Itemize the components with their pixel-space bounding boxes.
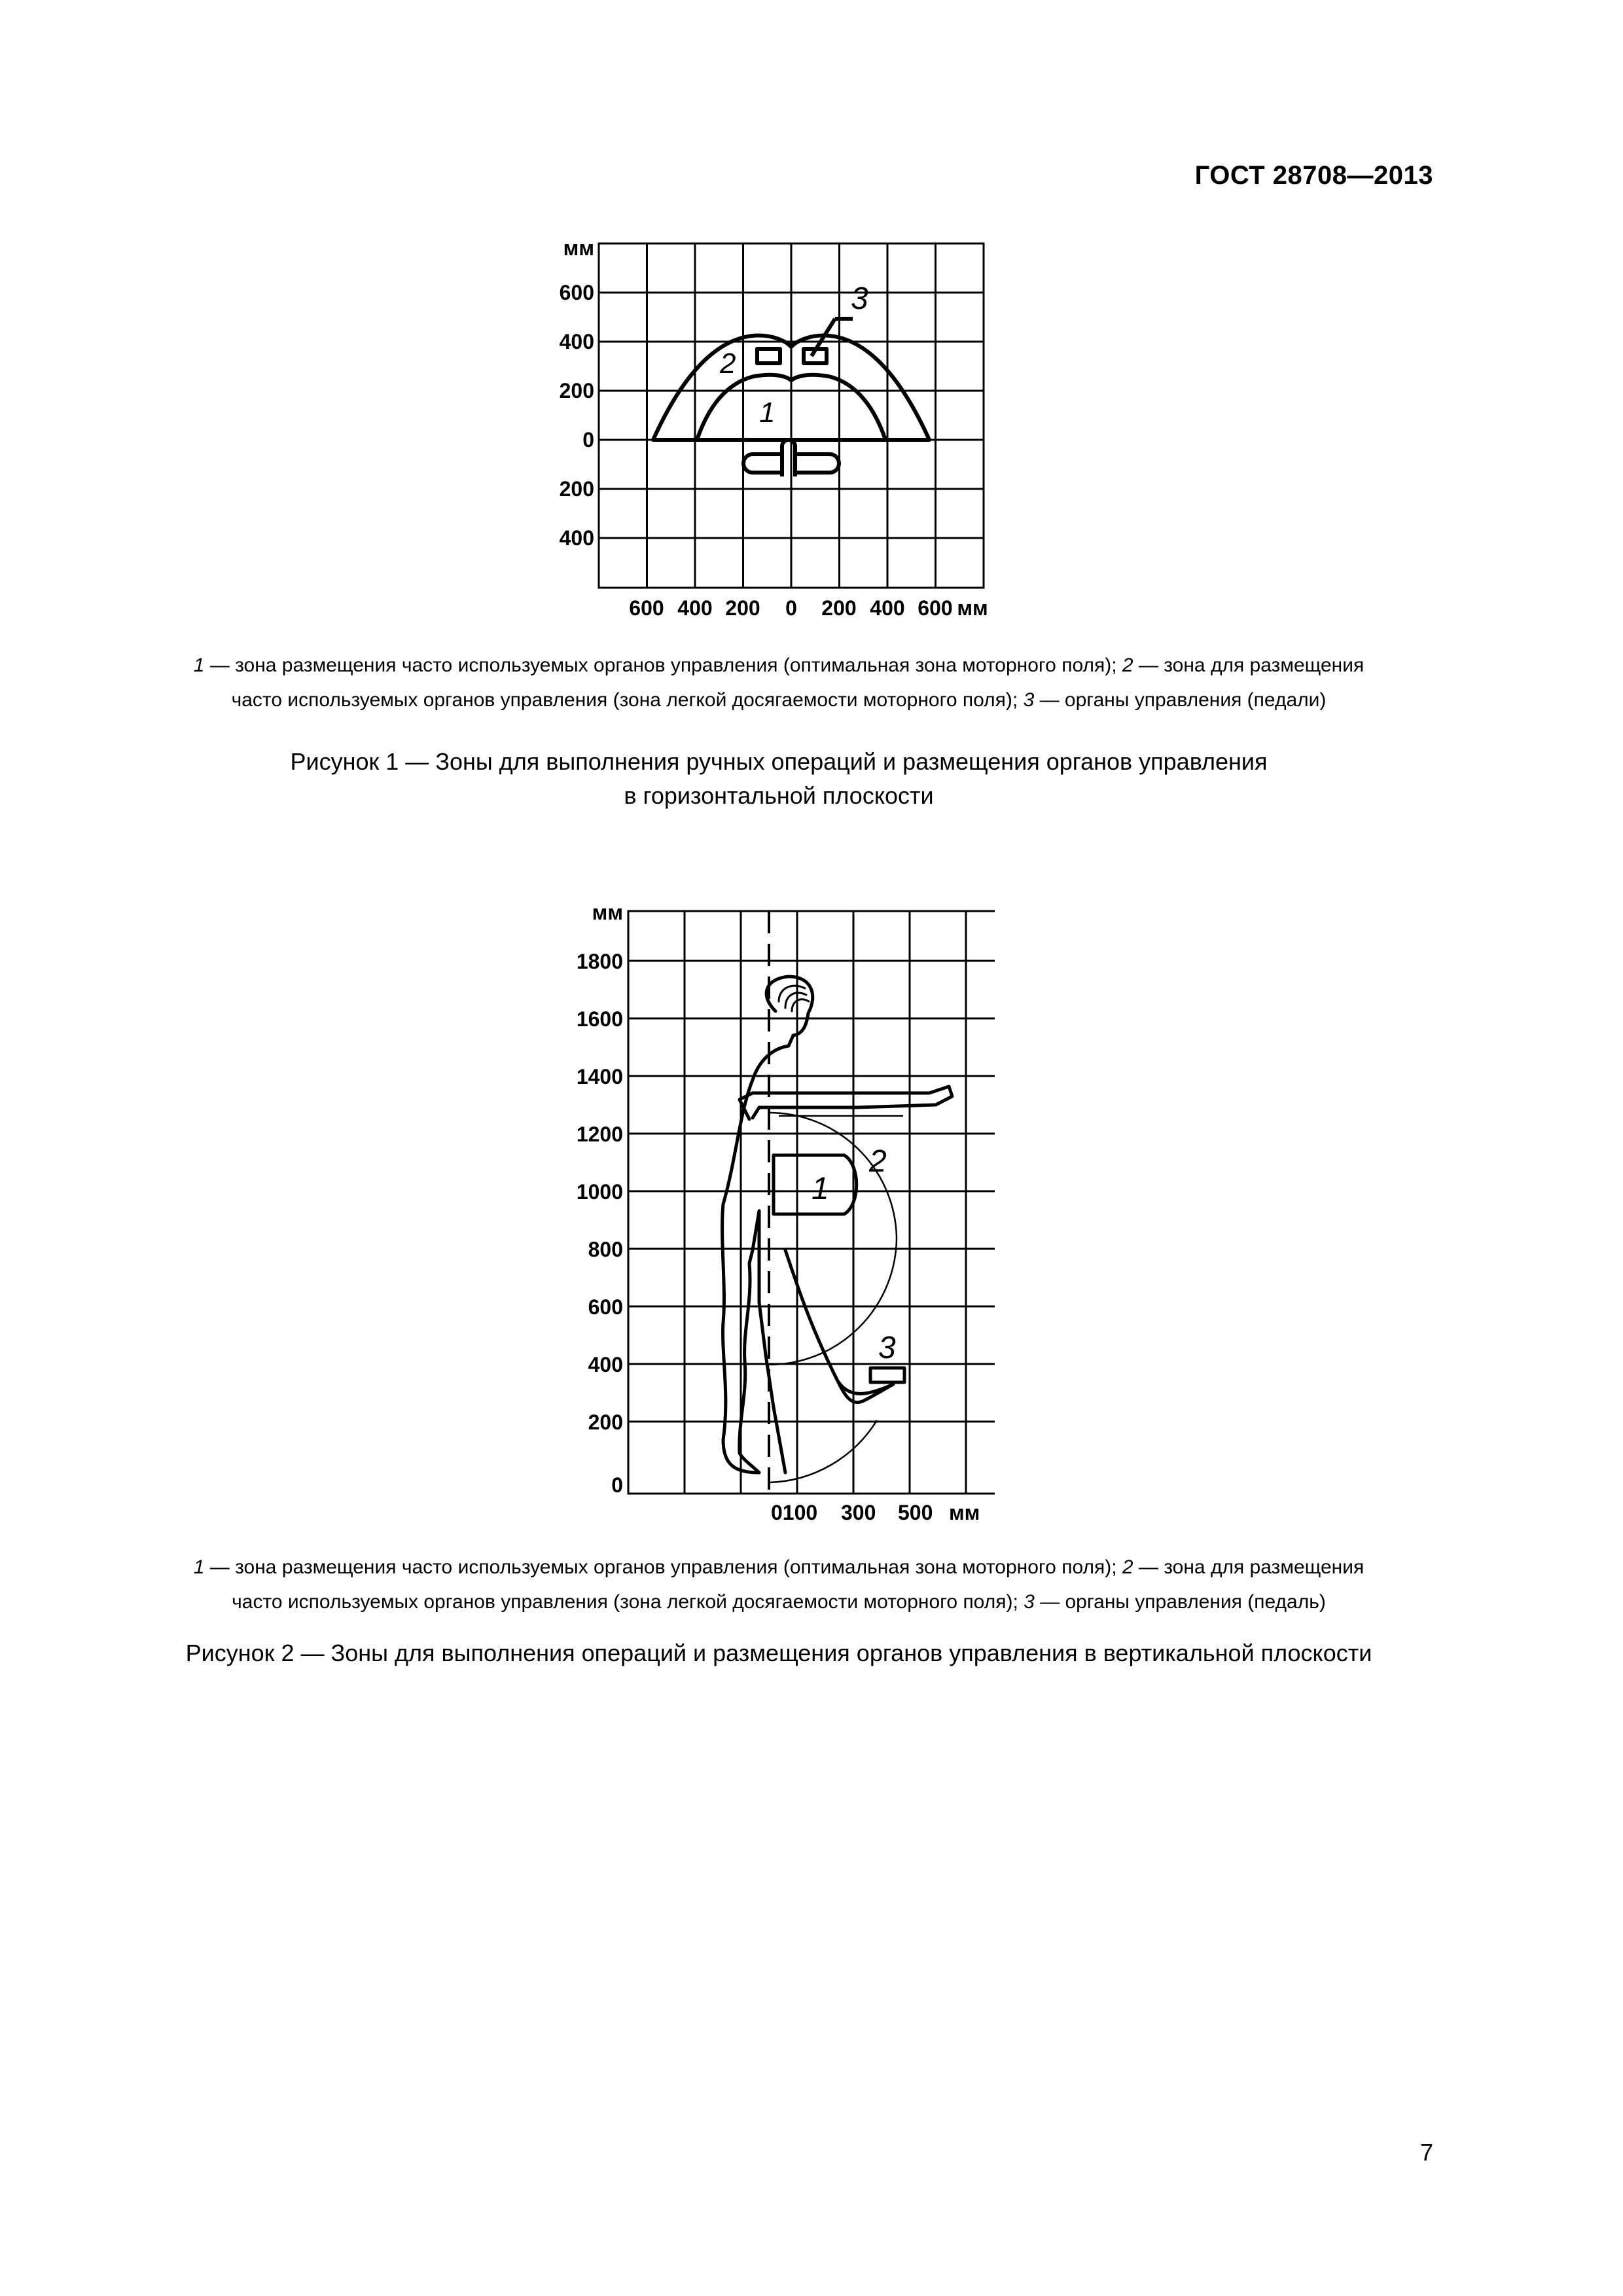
y-tick: 1000 xyxy=(576,1180,623,1204)
y-tick: 200 xyxy=(559,477,594,501)
zone-3-label: 3 xyxy=(851,281,868,316)
zone-3-label: 3 xyxy=(878,1331,896,1365)
y-tick: 400 xyxy=(588,1353,623,1376)
x-tick: 500 xyxy=(898,1501,933,1524)
x-unit-label: мм xyxy=(957,596,988,620)
figure-1-legend xyxy=(118,648,1440,717)
y-unit-label: мм xyxy=(563,236,594,260)
x-tick: 200 xyxy=(821,596,857,620)
zone-2-label: 2 xyxy=(720,348,736,380)
zone-1-label: 1 xyxy=(812,1172,829,1206)
x-tick: 600 xyxy=(629,596,664,620)
x-tick: 0 xyxy=(785,596,797,620)
y-tick: 400 xyxy=(559,526,594,550)
figure-2-legend xyxy=(118,1550,1440,1619)
y-tick: 1200 xyxy=(576,1122,623,1146)
zone-1-label: 1 xyxy=(759,397,776,429)
operator-figure xyxy=(722,977,952,1473)
x-unit-label: мм xyxy=(949,1501,980,1524)
x-tick: 400 xyxy=(870,596,905,620)
legend-line-2: часто используемых органов управления (зона легкой досягаемости моторного поля); 3 — органы управления (педаль) xyxy=(232,1591,1326,1613)
page-number: 7 xyxy=(1419,2139,1433,2166)
legend-line-1: 1 — зона размещения часто используемых органов управления (оптимальная зона моторного поля); 2 — зона для размещения xyxy=(193,655,1364,676)
x-tick: 0100 xyxy=(771,1501,818,1524)
y-tick: 600 xyxy=(559,281,594,304)
y-tick: 1600 xyxy=(576,1007,623,1031)
x-tick: 200 xyxy=(725,596,760,620)
y-unit-label: мм xyxy=(592,901,623,924)
y-tick: 400 xyxy=(559,330,594,353)
zone-2-label: 2 xyxy=(869,1144,887,1179)
x-tick: 300 xyxy=(841,1501,876,1524)
x-tick: 600 xyxy=(918,596,953,620)
y-tick: 200 xyxy=(559,379,594,403)
figure-2-caption: Рисунок 2 — Зоны для выполнения операций и размещения органов управления в вертикальной плоскости xyxy=(185,1640,1372,1666)
y-tick: 600 xyxy=(588,1295,623,1319)
figure-1-horizontal-zones xyxy=(537,236,995,622)
y-tick: 1400 xyxy=(576,1065,623,1088)
legend-line-1: 1 — зона размещения часто используемых органов управления (оптимальная зона моторного поля); 2 — зона для размещения xyxy=(193,1556,1364,1578)
legend-line-2: часто используемых органов управления (зона легкой досягаемости моторного поля); 3 — органы управления (педали) xyxy=(231,689,1327,711)
figure-1-caption: Рисунок 1 — Зоны для выполнения ручных операций и размещения органов управления в горизонтальной плоскости xyxy=(290,748,1268,809)
y-tick: 1800 xyxy=(576,950,623,973)
y-tick: 0 xyxy=(582,428,594,452)
document-header: ГОСТ 28708—2013 xyxy=(1194,161,1433,190)
y-tick: 200 xyxy=(588,1410,623,1434)
figure-2-vertical-zones xyxy=(563,897,995,1525)
pedal-control xyxy=(870,1368,904,1382)
y-tick: 800 xyxy=(588,1238,623,1261)
x-tick: 400 xyxy=(677,596,713,620)
control-left xyxy=(757,349,780,363)
head-hair xyxy=(779,986,809,1011)
y-tick: 0 xyxy=(611,1473,623,1497)
